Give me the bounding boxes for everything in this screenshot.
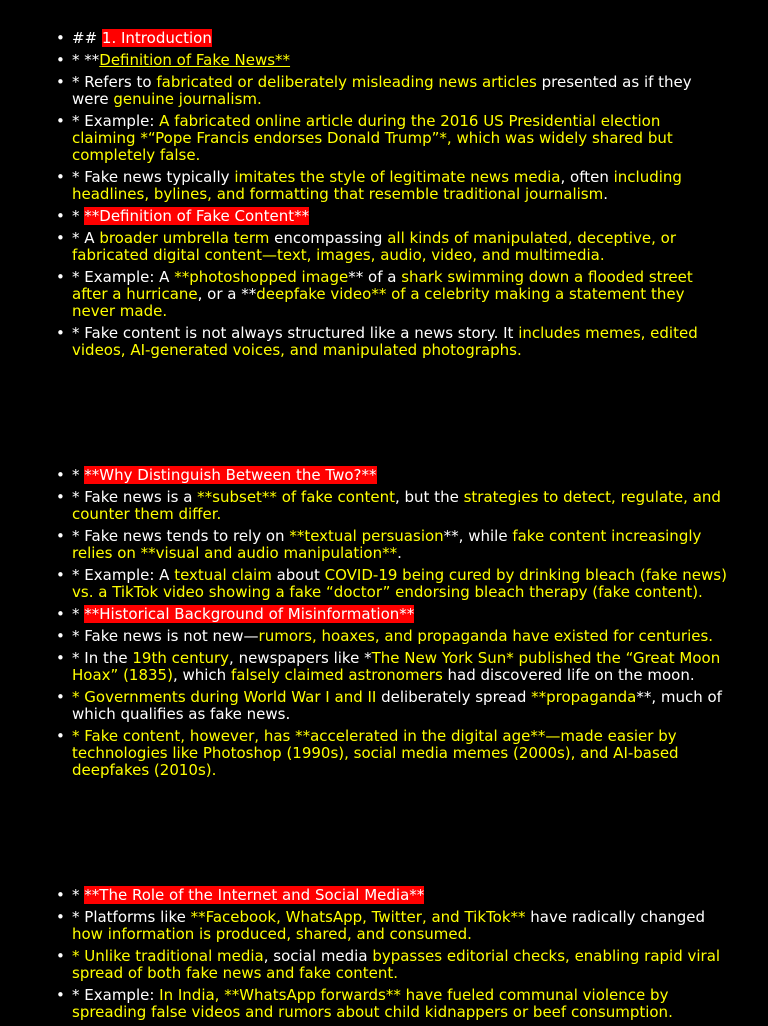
text-run: * Fake content is not always structured like a news story. It bbox=[72, 324, 519, 342]
text-run: presented as if they were bbox=[72, 73, 692, 108]
text-run: ## bbox=[72, 29, 102, 47]
text-run: encompassing bbox=[269, 229, 388, 247]
text-run: strategies to detect, regulate, and counter them differ. bbox=[72, 488, 721, 523]
text-run: **subset** of fake content bbox=[197, 488, 395, 506]
text-run: deepfake video** of a celebrity making a statement they never made. bbox=[72, 285, 685, 320]
text-run: imitates the style of legitimate news media bbox=[234, 168, 561, 186]
text-run: have radically changed bbox=[525, 908, 706, 926]
text-run: fake content increasingly relies on **visual and audio manipulation** bbox=[72, 527, 702, 562]
text-run: A fabricated online article during the 2016 US Presidential election claiming *“Pope Francis endorses Donald Trump”*, which was widely shared but completely false. bbox=[72, 112, 673, 164]
list-item bbox=[0, 948, 768, 982]
text-run: fabricated or deliberately misleading news articles bbox=[156, 73, 537, 91]
text-run: **, much of which qualifies as fake news. bbox=[72, 688, 722, 723]
text-run: In India, **WhatsApp forwards** have fueled communal violence by spreading false videos and rumors about child kidnappers or beef consumption. bbox=[72, 986, 673, 1021]
text-run: * Example: bbox=[72, 986, 160, 1004]
text-run: COVID-19 being cured by drinking bleach (fake news) vs. a TikTok video showing a fake “doctor” endorsing bleach therapy (fake content). bbox=[72, 566, 727, 601]
list-item bbox=[0, 269, 768, 320]
bullet-list-introduction bbox=[0, 30, 768, 364]
text-run: Definition of Fake News** bbox=[99, 51, 291, 69]
text-run: falsely claimed astronomers bbox=[230, 666, 443, 684]
list-item bbox=[0, 74, 768, 108]
list-item bbox=[0, 325, 768, 359]
text-run: * Governments during World War I and II bbox=[72, 688, 377, 706]
text-run: , often bbox=[560, 168, 614, 186]
text-run: * Example: A bbox=[72, 268, 175, 286]
text-run: * Example: A bbox=[72, 566, 175, 584]
text-run: bypasses editorial checks, enabling rapid viral spread of both fake news and fake content. bbox=[72, 947, 721, 982]
text-run: genuine journalism. bbox=[113, 90, 262, 108]
text-run: textual claim bbox=[174, 566, 272, 584]
text-run: **Historical Background of Misinformation** bbox=[84, 605, 415, 623]
list-item bbox=[0, 30, 768, 47]
text-run: includes memes, edited videos, AI-generated voices, and manipulated photographs. bbox=[72, 324, 698, 359]
text-run: rumors, hoaxes, and propaganda have existed for centuries. bbox=[258, 627, 714, 645]
list-item bbox=[0, 230, 768, 264]
text-run: all kinds of manipulated, deceptive, or fabricated digital content—text, images, audio, video, and multimedia. bbox=[72, 229, 677, 264]
text-run: , newspapers like * bbox=[229, 649, 372, 667]
text-run: The New York Sun* published the “Great Moon Hoax” (1835) bbox=[72, 649, 721, 684]
text-run: * Fake news is a bbox=[72, 488, 198, 506]
list-item bbox=[0, 650, 768, 684]
text-run: * bbox=[72, 466, 85, 484]
text-run: shark swimming down a flooded street after a hurricane bbox=[72, 268, 693, 303]
list-item bbox=[0, 208, 768, 225]
text-run: , but the bbox=[394, 488, 464, 506]
text-run: **Facebook, WhatsApp, Twitter, and TikTok** bbox=[190, 908, 526, 926]
text-run: . bbox=[397, 544, 402, 562]
list-item bbox=[0, 887, 768, 904]
text-run: * Unlike traditional media bbox=[72, 947, 264, 965]
text-run: * Refers to bbox=[72, 73, 157, 91]
text-run: . bbox=[603, 185, 608, 203]
text-run: **Definition of Fake Content** bbox=[84, 207, 310, 225]
list-item bbox=[0, 528, 768, 562]
text-run: **textual persuasion bbox=[289, 527, 444, 545]
text-run: **, while bbox=[443, 527, 513, 545]
list-item bbox=[0, 628, 768, 645]
text-run: **The Role of the Internet and Social Media** bbox=[84, 886, 425, 904]
text-run: * A bbox=[72, 229, 100, 247]
text-run: had discovered life on the moon. bbox=[442, 666, 695, 684]
text-run: broader umbrella term bbox=[99, 229, 270, 247]
text-run: 19th century bbox=[132, 649, 230, 667]
text-run: * Fake news tends to rely on bbox=[72, 527, 290, 545]
text-run: * Platforms like bbox=[72, 908, 191, 926]
text-run: , or a ** bbox=[197, 285, 257, 303]
list-item bbox=[0, 606, 768, 623]
bullet-list-internet-social-media bbox=[0, 887, 768, 1026]
list-item bbox=[0, 689, 768, 723]
text-run: how information is produced, shared, and consumed. bbox=[72, 925, 472, 943]
text-run: * bbox=[72, 207, 85, 225]
text-run: 1. Introduction bbox=[101, 29, 212, 47]
list-item bbox=[0, 987, 768, 1021]
text-run: * Fake news is not new— bbox=[72, 627, 259, 645]
text-run: ** of a bbox=[348, 268, 402, 286]
text-run: * In the bbox=[72, 649, 133, 667]
list-item bbox=[0, 113, 768, 164]
list-item bbox=[0, 169, 768, 203]
text-run: , which bbox=[172, 666, 231, 684]
text-run: * Fake content, however, has **accelerated in the digital age**—made easier by technologies like Photoshop (1990s), social media memes (2000s), and AI-based deepfakes (2010s). bbox=[72, 727, 679, 779]
list-item bbox=[0, 728, 768, 779]
text-run: * bbox=[72, 605, 85, 623]
text-run: * bbox=[72, 886, 85, 904]
bullet-list-distinction-history bbox=[0, 467, 768, 784]
text-run: * ** bbox=[72, 51, 100, 69]
text-run: , social media bbox=[263, 947, 373, 965]
list-item bbox=[0, 467, 768, 484]
list-item bbox=[0, 567, 768, 601]
text-run: * Fake news typically bbox=[72, 168, 235, 186]
list-item bbox=[0, 909, 768, 943]
text-run: **photoshopped image bbox=[174, 268, 349, 286]
list-item bbox=[0, 52, 768, 69]
text-run: including headlines, bylines, and formatting that resemble traditional journalism bbox=[72, 168, 682, 203]
text-run: **Why Distinguish Between the Two?** bbox=[84, 466, 377, 484]
text-run: **propaganda bbox=[531, 688, 637, 706]
list-item bbox=[0, 489, 768, 523]
text-run: deliberately spread bbox=[376, 688, 532, 706]
text-run: * Example: bbox=[72, 112, 160, 130]
text-run: about bbox=[271, 566, 325, 584]
